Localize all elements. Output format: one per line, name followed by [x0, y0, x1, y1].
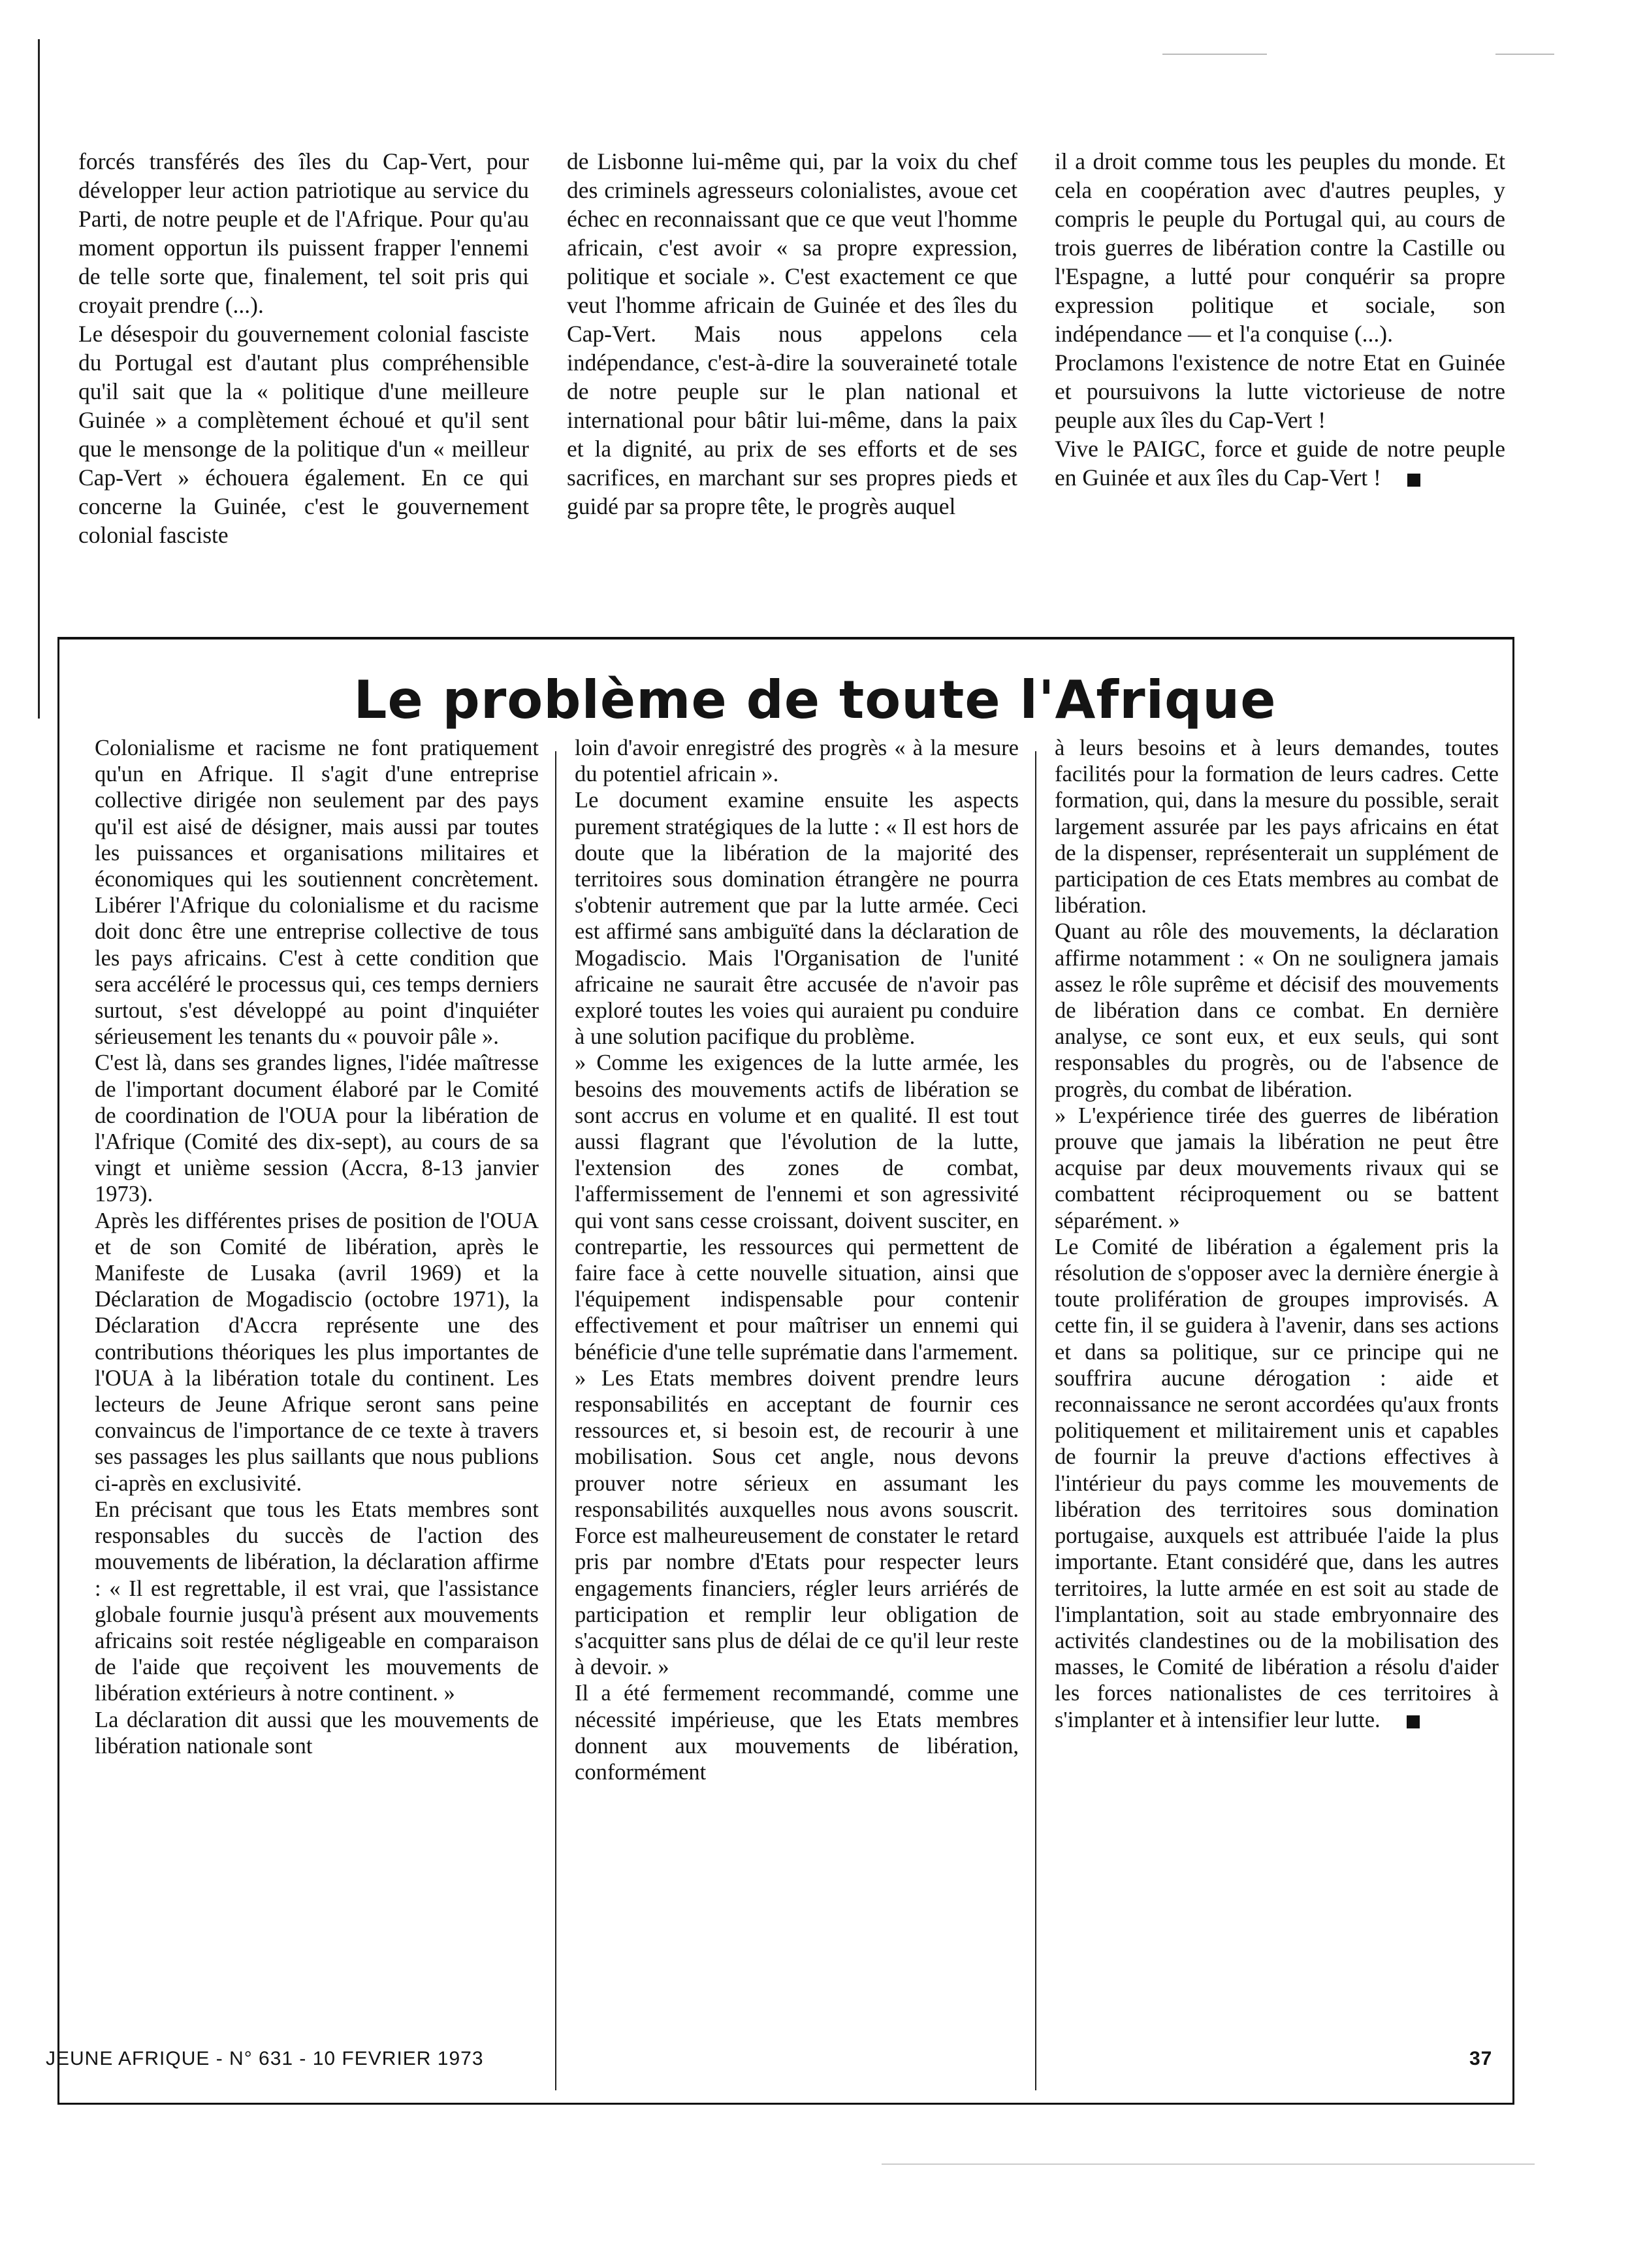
paragraph: Le désespoir du gouvernement colonial fasciste du Portugal est d'autant plus compréhensible qu'il sait que la « politique d'une meilleure Guinée » a complètement échoué et qu'il sent que le mensonge de la politique d'un « meilleur Cap-Vert » échouera également. En ce qui concerne la Guinée, c'est le gouvernement colonial fasciste — [78, 321, 529, 548]
paragraph: à leurs besoins et à leurs demandes, toutes facilités pour la formation de leurs cadres. Cette formation, qui, dans la mesure du possible, serait largement assurée par les pays africains en état de la dispenser, représenterait un supplément de participation de ces Etats membres au combat de libération. — [1055, 736, 1499, 918]
column-divider — [555, 751, 556, 2090]
paragraph: Colonialisme et racisme ne font pratiquement qu'un en Afrique. Il s'agit d'une entreprise collective dirigée non seulement par des pays qu'il est aisé de désigner, mais aussi par toutes les puissances et organisations militaires et économiques qui les soutiennent concrètement. Libérer l'Afrique du colonialisme et du racisme doit donc être une entreprise collective de tous les pays africains. C'est à cette condition que sera accéléré le processus qui, ces temps derniers surtout, s'est développé au point d'inquiéter sérieusement les tenants du « pouvoir pâle ». — [95, 736, 539, 1050]
end-square-icon — [1407, 1715, 1420, 1728]
scan-mark — [1162, 54, 1267, 55]
scan-mark — [1495, 54, 1554, 55]
end-square-icon — [1407, 474, 1420, 487]
paragraph: » Comme les exigences de la lutte armée, les besoins des mouvements actifs de libération se sont accrus en volume et en qualité. Il est tout aussi flagrant que l'évolution de la lutte, l'extension des zones de combat, l'affermissement de l'ennemi et son agressivité qui vont sans cesse croissant, doivent susciter, en contrepartie, les ressources qui permettent de faire face à cette nouvelle situation, ainsi que l'équipement indispensable pour contenir effectivement et pour maîtriser un ennemi qui bénéficie d'une telle suprématie dans l'armement. — [575, 1050, 1019, 1365]
paragraph: » Les Etats membres doivent prendre leurs responsabilités en acceptant de fournir ces ressources et, si besoin est, de recourir à une mobilisation. Sous cet angle, nous devons prouver notre sérieux en assumant les responsabilités auxquelles nous avons souscrit. Force est malheureusement de constater le retard pris par nombre d'Etats pour respecter leurs engagements financiers, régler leurs arriérés de participation et remplir leur obligation de s'acquitter sans plus de délai de ce qu'il leur reste à devoir. » — [575, 1365, 1019, 1680]
paragraph: Quant au rôle des mouvements, la déclaration affirme notamment : « On ne soulignera jamais assez le rôle suprême et décisif des mouvements de libération dans ce combat. En dernière analyse, ce sont eux, et eux seuls, qui sont responsables du progrès, ou de l'absence de progrès, du combat de libération. — [1055, 919, 1499, 1102]
paragraph: Le document examine ensuite les aspects purement stratégiques de la lutte : « Il est hors de doute que la libération de la majorité des territoires sous domination étrangère ne pourra s'obtenir autrement que par la lutte armée. Ceci est affirmé sans ambiguïté dans la déclaration de Mogadiscio. Mais l'Organisation de l'unité africaine ne saurait être accusée de n'avoir pas exploré toutes les voies qui auraient pu conduire à une solution pacifique du problème. — [575, 788, 1019, 1050]
paragraph-text: Vive le PAIGC, force et guide de notre peuple en Guinée et aux îles du Cap-Vert ! — [1055, 436, 1505, 491]
scan-mark — [882, 2163, 1535, 2165]
paragraph: Proclamons l'existence de notre Etat en Guinée et poursuivons la lutte victorieuse de notre peuple aux îles du Cap-Vert ! — [1055, 349, 1505, 433]
top-column-3 — [1055, 147, 1505, 492]
paragraph: En précisant que tous les Etats membres sont responsables du succès de l'action des mouvements de libération, la déclaration affirme : « Il est regrettable, il est vrai, que l'assistance globale fournie jusqu'à présent aux mouvements africains soit restée négligeable en comparaison de l'aide que reçoivent les mouvements de libération extérieurs à notre continent. » — [95, 1497, 539, 1706]
article-column-3 — [1055, 735, 1499, 1733]
page-number: 37 — [1469, 2048, 1493, 2069]
paragraph: loin d'avoir enregistré des progrès « à la mesure du potentiel africain ». — [575, 736, 1019, 787]
paragraph: » L'expérience tirée des guerres de libération prouve que jamais la libération ne peut être acquise par deux mouvements rivaux qui se combattent réciproquement ou se battent séparément. » — [1055, 1103, 1499, 1233]
paragraph — [1055, 1234, 1499, 1733]
paragraph: de Lisbonne lui-même qui, par la voix du chef des criminels agresseurs colonialistes, avoue cet échec en reconnaissant que ce que veut l'homme africain, c'est avoir « sa propre expression, politique et sociale ». C'est exactement ce que veut l'homme africain de Guinée et des îles du Cap-Vert. Mais nous appelons cela indépendance, c'est-à-dire la souveraineté totale de notre peuple sur le plan national et international pour bâtir lui-même, dans la paix et la dignité, au prix de ses efforts et de ses sacrifices, en marchant sur ses propres pieds et guidé par sa propre tête, le progrès auquel — [567, 148, 1017, 519]
article-column-2 — [575, 735, 1019, 1785]
paragraph: C'est là, dans ses grandes lignes, l'idée maîtresse de l'important document élaboré par le Comité de coordination de l'OUA pour la libération de l'Afrique (Comité des dix-sept), au cours de sa vingt et unième session (Accra, 8-13 janvier 1973). — [95, 1050, 539, 1207]
paragraph-text: Le Comité de libération a également pris la résolution de s'opposer avec la dernière énergie à toute prolifération de groupes improvisés. A cette fin, il se guidera à l'avenir, dans ses actions et dans sa politique, sur ce principe qui ne souffrira aucune dérogation : aide et reconnaissance ne seront accordées qu'aux fronts politiquement et militairement unis et capables de fournir la preuve d'actions effectives à l'intérieur du pays comme les mouvements de libération des territoires sous domination portugaise, auxquels est attribuée l'aide la plus importante. Etant considéré que, dans les autres territoires, la lutte armée en est soit au stade de l'implantation, soit au stade embryonnaire des activités clandestines ou de la mobilisation des masses, le Comité de libération a résolu d'aider les forces nationalistes de ces territoires à s'implanter et à intensifier leur lutte. — [1055, 1234, 1499, 1732]
column-divider — [1035, 751, 1036, 2090]
top-column-1 — [78, 147, 529, 549]
paragraph: forcés transférés des îles du Cap-Vert, pour développer leur action patriotique au service du Parti, de notre peuple et de l'Afrique. Pour qu'au moment opportun ils puissent frapper l'ennemi de telle sorte que, finalement, tel soit pris qui croyait prendre (...). — [78, 148, 529, 318]
article-title: Le problème de toute l'Afrique — [353, 670, 1277, 730]
paragraph: Il a été fermement recommandé, comme une nécessité impérieuse, que les Etats membres donnent aux mouvements de libération, conformément — [575, 1681, 1019, 1785]
top-column-2 — [567, 147, 1017, 521]
paragraph — [1055, 434, 1505, 492]
publication-line: JEUNE AFRIQUE - N° 631 - 10 FEVRIER 1973 — [46, 2048, 484, 2069]
paragraph: Après les différentes prises de position de l'OUA et de son Comité de libération, après le Manifeste de Lusaka (avril 1969) et la Déclaration de Mogadiscio (octobre 1971), la Déclaration d'Accra représente une des contributions théoriques les plus importantes de l'OUA à la libération totale du continent. Les lecteurs de Jeune Afrique seront sans peine convaincus de l'importance de ce texte à travers ses passages les plus saillants que nous publions ci-après en exclusivité. — [95, 1208, 539, 1496]
margin-rule — [38, 39, 40, 719]
paragraph: La déclaration dit aussi que les mouvements de libération nationale sont — [95, 1707, 539, 1758]
paragraph: il a droit comme tous les peuples du monde. Et cela en coopération avec d'autres peuples, y compris le peuple du Portugal qui, au cours de trois guerres de libération contre la Castille ou l'Espagne, a lutté pour conquérir sa propre expression politique et sociale, son indépendance — et l'a conquise (...). — [1055, 148, 1505, 347]
article-column-1 — [95, 735, 539, 1759]
